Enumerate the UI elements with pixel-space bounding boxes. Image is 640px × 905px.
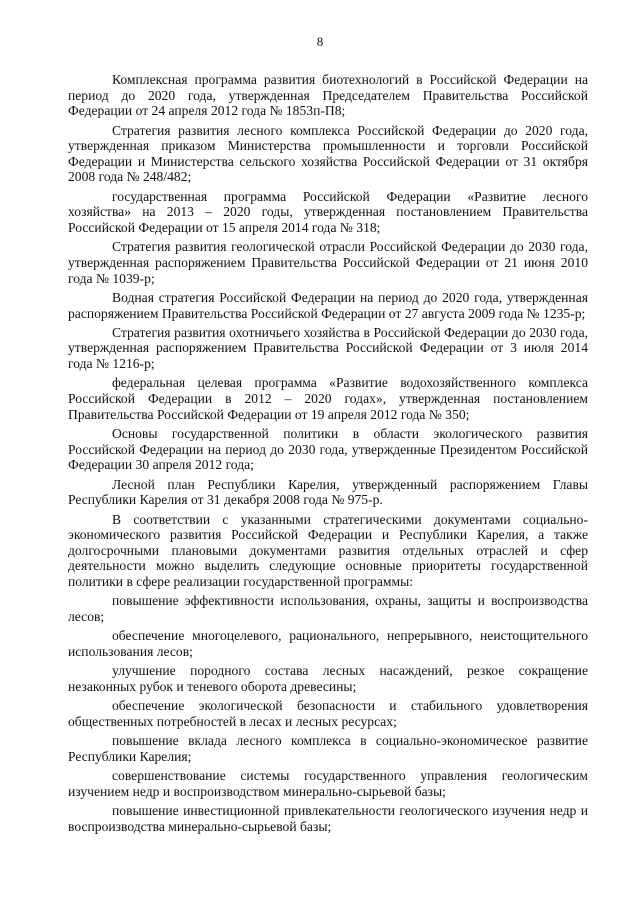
paragraph-forest-strategy: Стратегия развития лесного комплекса Российской Федерации до 2020 года, утвержденная приказом Министерства промышленности и торговли Российской Федерации и Министерства сельского хозяйства Российской Федерации от 31 октября 2008 года № 248/482; (68, 122, 588, 185)
paragraph-biotech-program: Комплексная программа развития биотехнологий в Российской Федерации на период до 2020 года, утвержденная Председателем Правительства Российской Федерации от 24 апреля 2012 года № 1853п-П8; (68, 72, 588, 119)
document-body (68, 72, 588, 838)
paragraph-water-program: федеральная целевая программа «Развитие водохозяйственного комплекса Российской Федерации в 2012 – 2020 годах», утвержденная постановлением Правительства Российской Федерации от 19 апреля 2012 года № 350; (68, 375, 588, 422)
priority-item: обеспечение экологической безопасности и стабильного удовлетворения общественных потребностей в лесах и лесных ресурсах; (68, 698, 588, 729)
priority-item: повышение эффективности использования, охраны, защиты и воспроизводства лесов; (68, 593, 588, 624)
paragraph-ecology-policy: Основы государственной политики в области экологического развития Российской Федерации на период до 2030 года, утвержденные Президентом Российской Федерации 30 апреля 2012 года; (68, 426, 588, 473)
paragraph-forestry-program: государственная программа Российской Федерации «Развитие лесного хозяйства» на 2013 – 2020 годы, утвержденная постановлением Правительства Российской Федерации от 15 апреля 2014 года № 318; (68, 188, 588, 235)
paragraph-karelia-forest-plan: Лесной план Республики Карелия, утвержденный распоряжением Главы Республики Карелия от 31 декабря 2008 года № 975-р. (68, 476, 588, 508)
paragraph-hunting-strategy: Стратегия развития охотничьего хозяйства в Российской Федерации до 2030 года, утвержденная распоряжением Правительства Российской Федерации от 3 июля 2014 года № 1216-р; (68, 324, 588, 372)
paragraph-geology-strategy: Стратегия развития геологической отрасли Российской Федерации до 2030 года, утвержденная распоряжением Правительства Российской Федерации от 21 июня 2010 года № 1039-р; (68, 239, 588, 286)
priority-item: повышение инвестиционной привлекательности геологического изучения недр и воспроизводства минерально-сырьевой базы; (68, 803, 588, 834)
priority-item: улучшение породного состава лесных насаждений, резкое сокращение незаконных рубок и теневого оборота древесины; (68, 663, 588, 694)
paragraph-water-strategy: Водная стратегия Российской Федерации на период до 2020 года, утвержденная распоряжением Правительства Российской Федерации от 27 августа 2009 года № 1235-р; (68, 289, 588, 321)
priority-item: повышение вклада лесного комплекса в социально-экономическое развитие Республики Карелия; (68, 733, 588, 764)
priority-item: обеспечение многоцелевого, рационального, непрерывного, неистощительного использования лесов; (68, 628, 588, 659)
priority-item: совершенствование системы государственного управления геологическим изучением недр и воспроизводством минерально-сырьевой базы; (68, 768, 588, 799)
paragraph-priorities-intro: В соответствии с указанными стратегическими документами социально-экономического развития Российской Федерации и Республики Карелия, а также долгосрочными плановыми документами развития отдельных отраслей и сфер деятельности можно выделить следующие основные приоритеты государственной политики в сфере реализации государственной программы: (68, 511, 588, 589)
page-number: 8 (316, 34, 324, 49)
